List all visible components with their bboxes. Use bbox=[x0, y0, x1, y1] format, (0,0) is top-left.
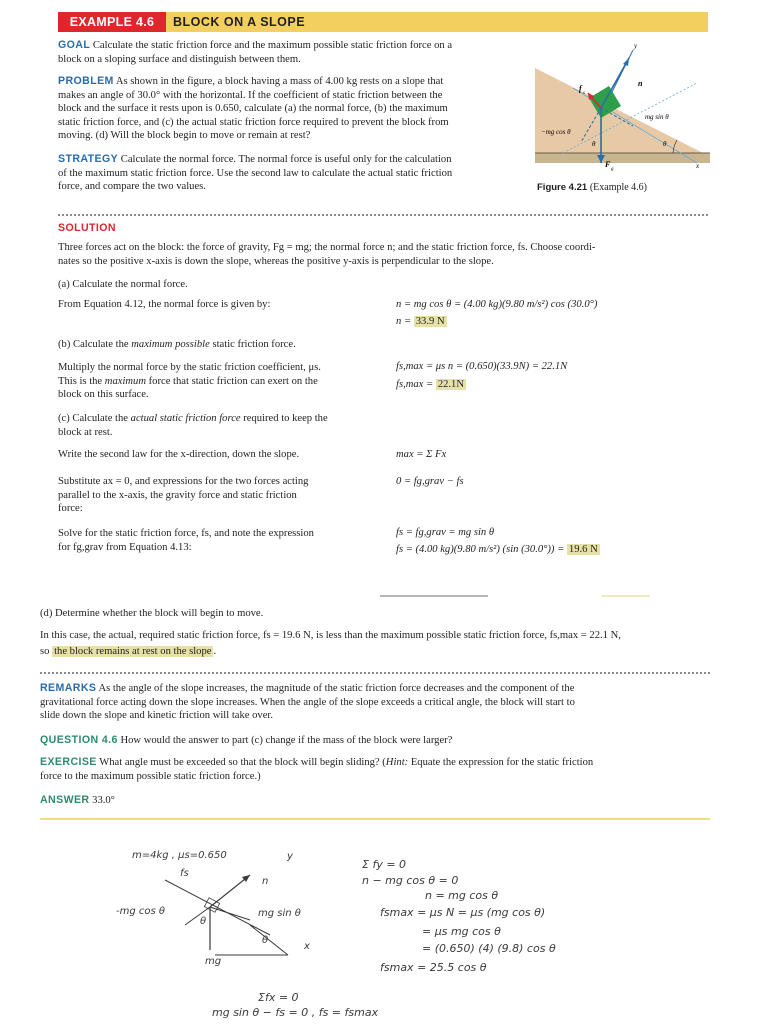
hand-mgcos-line bbox=[185, 907, 210, 925]
part-b-text-line-1: Multiply the normal force by the static friction coefficient, μs. bbox=[58, 362, 321, 373]
part-a-heading: (a) Calculate the normal force. bbox=[58, 279, 188, 290]
fig-fs-label: f bbox=[579, 84, 582, 93]
part-b-head-pre: (b) Calculate the bbox=[58, 339, 132, 350]
goal-line-1: Calculate the static friction force and the maximum possible static friction force on a bbox=[92, 40, 453, 51]
part-d-text2-pre: so bbox=[40, 645, 53, 657]
part-d-text2-post: . bbox=[213, 645, 217, 657]
part-a-result-normal-force: 33.9 N bbox=[415, 316, 445, 327]
goal-line-2: block on a sloping surface and distinguish between them. bbox=[58, 53, 301, 65]
exercise-line1-pre: What angle must be exceeded so that the block will begin sliding? ( bbox=[99, 757, 386, 768]
part-c-text2-line-3: force: bbox=[58, 503, 83, 515]
hand-eq-result: fsmax = 25.5 cos θ bbox=[380, 961, 487, 974]
figure-caption-text: (Example 4.6) bbox=[589, 182, 648, 193]
part-c-head-italic: actual static friction force bbox=[130, 413, 241, 424]
example-number: EXAMPLE 4.6 bbox=[58, 12, 166, 32]
goal-section bbox=[58, 39, 528, 66]
part-c-text2-line-2: parallel to the x-axis, the gravity force and static friction bbox=[58, 489, 297, 501]
part-c-head-line-2: block at rest. bbox=[58, 426, 113, 438]
hand-normal-arrow bbox=[210, 875, 250, 907]
fig-n-label: n bbox=[638, 79, 643, 88]
solution-label: SOLUTION bbox=[58, 222, 116, 234]
hand-eq-fsmax: fsmax = μs N = μs (mg cos θ) bbox=[380, 906, 546, 919]
part-b-head-post: static friction force. bbox=[209, 339, 296, 350]
hand-mgsin-label: mg sin θ bbox=[258, 908, 301, 919]
remarks-label: REMARKS bbox=[40, 682, 97, 694]
exercise-section bbox=[40, 756, 720, 783]
answer-label: ANSWER bbox=[40, 794, 90, 806]
part-b-text-line-3: block on this surface. bbox=[58, 389, 149, 401]
part-b-text2-pre: This is the bbox=[58, 375, 105, 387]
remarks-line-3: slide down the slope and kinetic friction will take over. bbox=[40, 710, 274, 722]
part-a-text: From Equation 4.12, the normal force is given by: bbox=[58, 299, 271, 310]
part-b-text2-italic: maximum bbox=[104, 375, 146, 387]
answer-section bbox=[40, 794, 115, 808]
hand-y-label: y bbox=[287, 851, 293, 862]
part-c-text-2 bbox=[58, 475, 388, 516]
hand-theta-1: θ bbox=[200, 916, 207, 927]
solution-intro-line-1: Three forces act on the block: the force of gravity, Fg = mg; the normal force n; and the static friction force, fs. Choose coordi- bbox=[58, 242, 596, 253]
part-b-heading bbox=[58, 338, 296, 352]
part-c-heading bbox=[58, 412, 378, 439]
part-b-text bbox=[58, 361, 378, 402]
part-c-equation-1: max = Σ Fx bbox=[396, 449, 447, 460]
strategy-line-1: Calculate the normal force. The normal force is useful only for the calculation bbox=[120, 154, 452, 165]
part-c-text2-line-1: Substitute ax = 0, and expressions for the two forces acting bbox=[58, 476, 309, 487]
part-b-eq2-prefix: fs,max = bbox=[396, 379, 436, 390]
strategy-section bbox=[58, 153, 528, 194]
fig-mgsin-label: mg sin θ bbox=[645, 113, 669, 121]
fig-theta-1: θ bbox=[592, 140, 596, 148]
exercise-line1-post: Equate the expression for the static friction bbox=[408, 757, 594, 768]
figure-caption-number: Figure 4.21 bbox=[537, 182, 588, 193]
hand-given-values: m=4kg , μs=0.650 bbox=[132, 850, 227, 861]
exercise-hint: Hint: bbox=[385, 757, 409, 768]
hand-eq-sum-fy: Σ fy = 0 bbox=[362, 858, 407, 871]
hand-mgcos-label: -mg cos θ bbox=[116, 906, 165, 917]
hand-eq-mgsin: mg sin θ − fs = 0 , fs = fsmax bbox=[212, 1006, 379, 1019]
part-d-heading: (d) Determine whether the block will begin to move. bbox=[40, 608, 264, 619]
problem-line-4: static friction force, and (c) the actual static friction force required to prevent the block from bbox=[58, 116, 449, 128]
remarks-line-2: gravitational force acting down the slope increases. When the angle of the slope exceeds a critical angle, the block will start to bbox=[40, 696, 575, 708]
hand-eq-n-minus: n − mg cos θ = 0 bbox=[362, 874, 459, 887]
hand-n-label: n bbox=[262, 876, 269, 887]
part-a-equation-1: n = mg cos θ = (4.00 kg)(9.80 m/s²) cos (30.0°) bbox=[396, 299, 598, 310]
problem-label: PROBLEM bbox=[58, 75, 114, 87]
cropped-equation-artifact bbox=[380, 593, 650, 599]
dotted-divider-2 bbox=[40, 672, 710, 674]
part-b-head-italic: maximum possible bbox=[131, 339, 210, 350]
part-d-conclusion: the block remains at rest on the slope bbox=[54, 645, 212, 657]
question-text: How would the answer to part (c) change if the mass of the block were larger? bbox=[120, 735, 453, 746]
hand-eq-numbers: = (0.650) (4) (9.8) cos θ bbox=[422, 942, 556, 955]
strategy-line-2: of the maximum static friction force. Use the second law to calculate the actual static friction bbox=[58, 167, 453, 179]
part-c-equation-4 bbox=[396, 543, 600, 557]
fig-fg-label: F bbox=[605, 160, 611, 169]
part-c-head-post: required to keep the bbox=[240, 413, 328, 424]
part-d-text-line-1: In this case, the actual, required static friction force, fs = 19.6 N, is less than the maximum possible static friction force, fs,max = 22.1 N, bbox=[40, 630, 621, 641]
part-a-eq2-prefix: n = bbox=[396, 316, 414, 327]
problem-line-1: As shown in the figure, a block having a mass of 4.00 kg rests on a slope that bbox=[115, 76, 444, 87]
hand-fs-label: fs bbox=[180, 868, 189, 879]
question-label: QUESTION 4.6 bbox=[40, 734, 118, 746]
part-c-head-pre: (c) Calculate the bbox=[58, 413, 131, 424]
hand-x-label: x bbox=[304, 941, 310, 952]
hand-mgsin-line bbox=[210, 907, 250, 920]
fig-x-label: x bbox=[696, 162, 700, 170]
fig-fg-sub: g bbox=[611, 167, 614, 172]
question-section bbox=[40, 734, 452, 748]
fig-mgcos-label: −mg cos θ bbox=[541, 128, 571, 136]
goal-label: GOAL bbox=[58, 39, 91, 51]
strategy-line-3: force, and compare the two values. bbox=[58, 181, 206, 193]
part-c-text-3 bbox=[58, 527, 388, 554]
part-c-eq4-prefix: fs = (4.00 kg)(9.80 m/s²) (sin (30.0°)) = bbox=[396, 544, 567, 555]
exercise-line-2: force to the maximum possible static friction force.) bbox=[40, 770, 261, 782]
yellow-bottom-rule bbox=[40, 818, 710, 820]
problem-section bbox=[58, 75, 528, 143]
strategy-label: STRATEGY bbox=[58, 153, 119, 165]
remarks-section bbox=[40, 682, 720, 723]
problem-line-2: makes an angle of 30.0° with the horizontal. If the coefficient of static friction between the bbox=[58, 89, 443, 101]
part-c-equation-3: fs = fg,grav = mg sin θ bbox=[396, 527, 495, 538]
figure-caption bbox=[537, 182, 647, 193]
hand-incline bbox=[250, 925, 288, 955]
problem-line-3: block and the surface it rests upon is 0.650, calculate (a) the normal force, (b) the maximum bbox=[58, 103, 448, 115]
part-d-text bbox=[40, 629, 730, 658]
part-b-equation-1: fs,max = μs n = (0.650)(33.9N) = 22.1N bbox=[396, 361, 568, 372]
hand-mg-label: mg bbox=[205, 956, 222, 967]
part-c-text3-line-2: for fg,grav from Equation 4.13: bbox=[58, 541, 192, 553]
part-c-text3-line-1: Solve for the static friction force, fs, and note the expression bbox=[58, 528, 314, 539]
remarks-line-1: As the angle of the slope increases, the magnitude of the static friction force decreases and the component of the bbox=[98, 683, 575, 694]
fig-y-label: y bbox=[634, 42, 638, 50]
exercise-label: EXERCISE bbox=[40, 756, 97, 768]
problem-line-5: moving. (d) Will the block begin to move or remain at rest? bbox=[58, 130, 311, 142]
fig-theta-2: θ bbox=[663, 140, 667, 148]
part-c-text-1: Write the second law for the x-direction, down the slope. bbox=[58, 449, 300, 460]
hand-eq-mu-mg: = μs mg cos θ bbox=[422, 925, 501, 938]
part-c-equation-2: 0 = fg,grav − fs bbox=[396, 476, 464, 487]
hand-eq-n: n = mg cos θ bbox=[425, 889, 499, 902]
fig-fs-sub: s bbox=[583, 91, 585, 96]
slope-wedge bbox=[535, 68, 703, 153]
example-title: BLOCK ON A SLOPE bbox=[173, 15, 306, 29]
answer-value: 33.0° bbox=[92, 795, 115, 806]
hand-theta-2: θ bbox=[262, 935, 269, 946]
figure-block-on-slope bbox=[533, 38, 713, 178]
dotted-divider-1 bbox=[58, 214, 708, 216]
ground bbox=[535, 153, 710, 163]
part-a-equation-2 bbox=[396, 315, 447, 329]
hand-eq-sum-fx: Σfx = 0 bbox=[258, 991, 299, 1004]
solution-intro bbox=[58, 241, 718, 268]
part-c-result-friction: 19.6 N bbox=[568, 544, 598, 555]
part-b-text2-post: force that static friction can exert on the bbox=[146, 375, 318, 387]
solution-intro-line-2: nates so the positive x-axis is down the slope, whereas the positive y-axis is perpendicular to the slope. bbox=[58, 255, 494, 267]
part-b-equation-2 bbox=[396, 378, 466, 392]
part-b-result-max-friction: 22.1N bbox=[437, 379, 465, 390]
